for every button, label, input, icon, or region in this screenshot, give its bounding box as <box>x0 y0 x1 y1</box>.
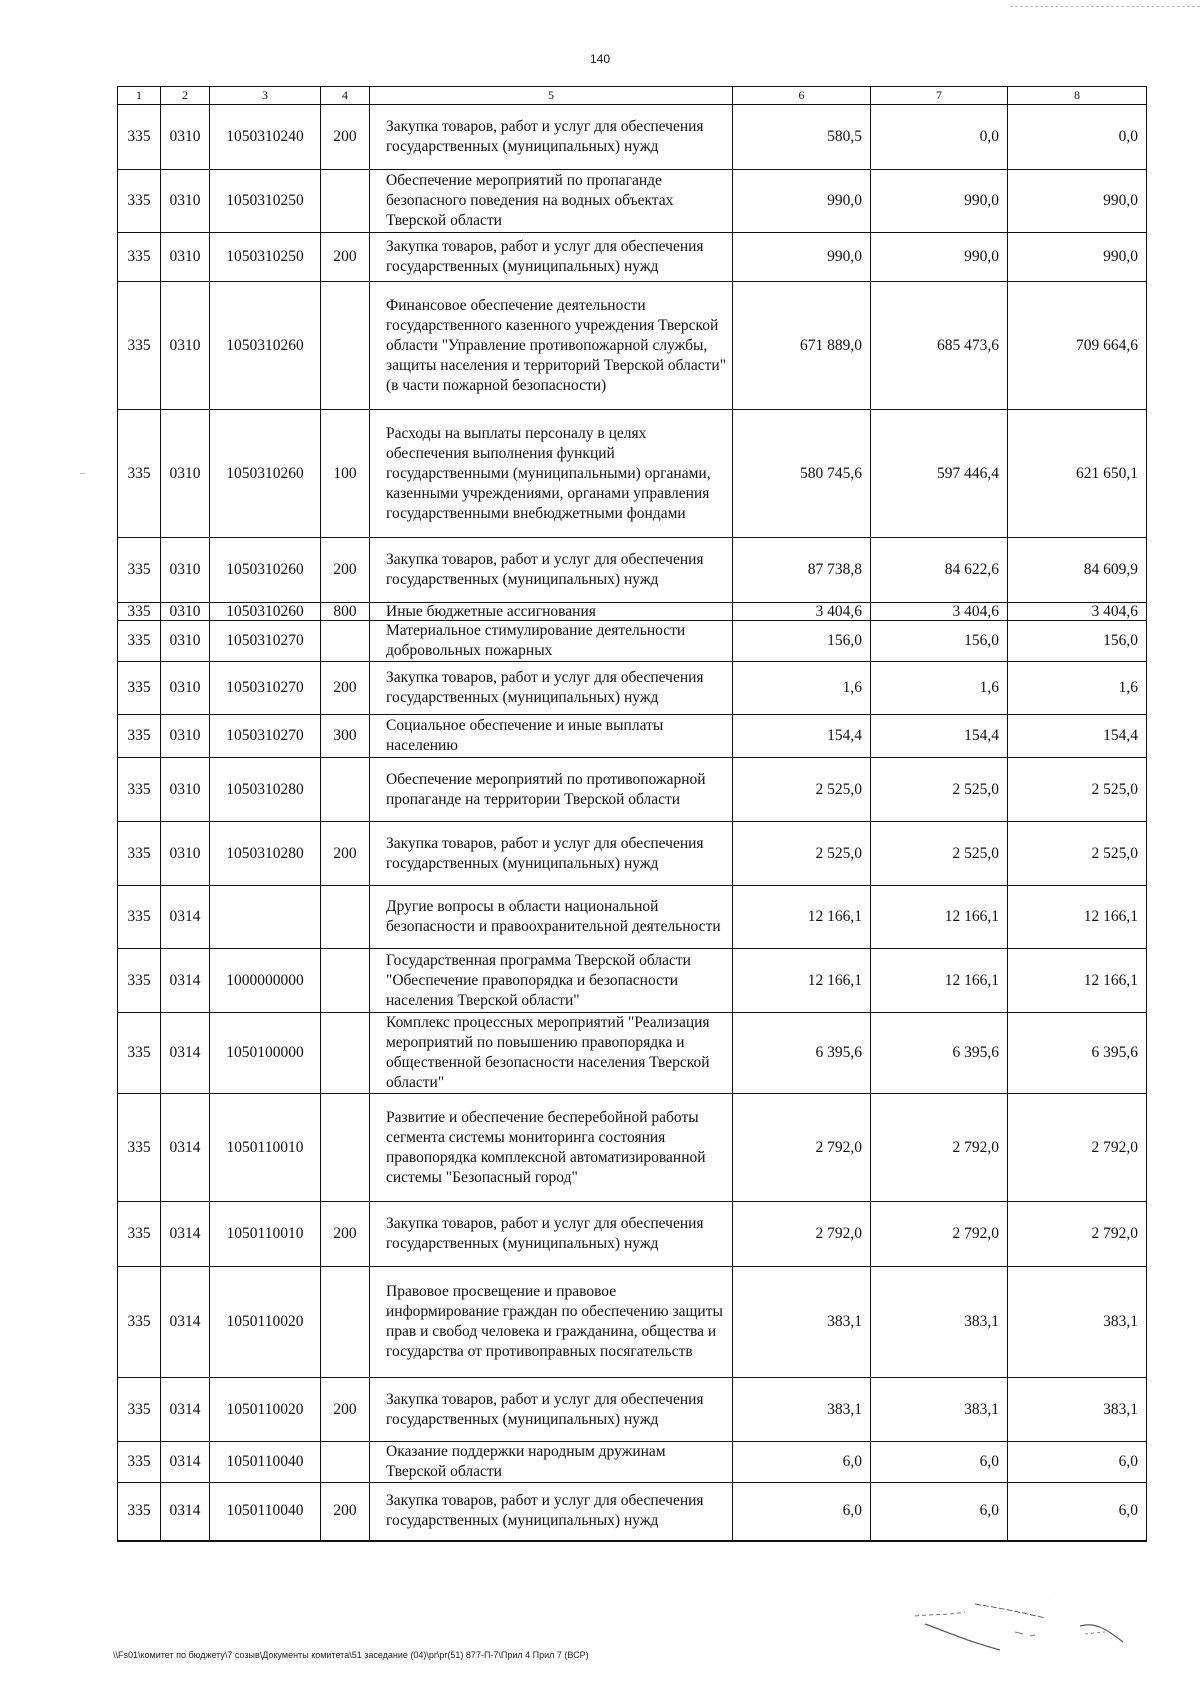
cell-expense-type <box>321 1442 370 1483</box>
cell-expense-type: 100 <box>321 410 370 538</box>
cell-ved: 335 <box>118 822 161 886</box>
cell-expense-type <box>321 1267 370 1378</box>
cell-target-article: 1050110010 <box>210 1202 321 1267</box>
scan-edge-mark <box>1010 6 1200 7</box>
cell-ved: 335 <box>118 538 161 603</box>
table-row <box>118 1094 1147 1202</box>
cell-amount-col7: 12 166,1 <box>871 886 1008 949</box>
cell-description: Закупка товаров, работ и услуг для обеспечения государственных (муниципальных) нужд <box>370 1483 733 1541</box>
cell-section: 0310 <box>161 621 210 662</box>
cell-section: 0310 <box>161 410 210 538</box>
cell-amount-col7: 2 792,0 <box>871 1202 1008 1267</box>
cell-expense-type: 800 <box>321 603 370 621</box>
cell-ved: 335 <box>118 233 161 282</box>
cell-amount-col6: 12 166,1 <box>733 886 871 949</box>
cell-target-article: 1050110040 <box>210 1483 321 1541</box>
page-number: 140 <box>589 52 611 66</box>
cell-target-article: 1050110010 <box>210 1094 321 1202</box>
cell-amount-col8: 0,0 <box>1008 105 1147 170</box>
cell-description: Материальное стимулирование деятельности добровольных пожарных <box>370 621 733 662</box>
cell-expense-type: 200 <box>321 1483 370 1541</box>
cell-expense-type <box>321 886 370 949</box>
cell-ved: 335 <box>118 621 161 662</box>
cell-description: Закупка товаров, работ и услуг для обеспечения государственных (муниципальных) нужд <box>370 662 733 715</box>
cell-amount-col8: 709 664,6 <box>1008 282 1147 410</box>
cell-target-article: 1050310270 <box>210 662 321 715</box>
cell-amount-col6: 6,0 <box>733 1483 871 1541</box>
cell-amount-col7: 3 404,6 <box>871 603 1008 621</box>
cell-amount-col6: 6,0 <box>733 1442 871 1483</box>
table-row <box>118 410 1147 538</box>
cell-amount-col8: 12 166,1 <box>1008 886 1147 949</box>
cell-description: Развитие и обеспечение бесперебойной работы сегмента системы мониторинга состояния правопорядка комплексной автоматизированной системы "Безопасный город" <box>370 1094 733 1202</box>
cell-amount-col7: 685 473,6 <box>871 282 1008 410</box>
cell-target-article: 1000000000 <box>210 949 321 1013</box>
cell-section: 0310 <box>161 662 210 715</box>
cell-section: 0310 <box>161 603 210 621</box>
cell-amount-col7: 597 446,4 <box>871 410 1008 538</box>
table-row <box>118 282 1147 410</box>
cell-amount-col8: 84 609,9 <box>1008 538 1147 603</box>
table-row <box>118 105 1147 170</box>
cell-section: 0314 <box>161 1442 210 1483</box>
cell-amount-col7: 2 525,0 <box>871 758 1008 822</box>
cell-amount-col8: 2 792,0 <box>1008 1094 1147 1202</box>
cell-section: 0314 <box>161 1013 210 1094</box>
cell-section: 0310 <box>161 538 210 603</box>
cell-amount-col7: 12 166,1 <box>871 949 1008 1013</box>
cell-description: Государственная программа Тверской области "Обеспечение правопорядка и безопасности населения Тверской области" <box>370 949 733 1013</box>
cell-ved: 335 <box>118 1267 161 1378</box>
cell-section: 0310 <box>161 170 210 233</box>
cell-amount-col7: 383,1 <box>871 1378 1008 1442</box>
cell-amount-col7: 383,1 <box>871 1267 1008 1378</box>
cell-description: Обеспечение мероприятий по противопожарной пропаганде на территории Тверской области <box>370 758 733 822</box>
cell-section: 0310 <box>161 282 210 410</box>
cell-target-article: 1050310250 <box>210 233 321 282</box>
cell-amount-col8: 383,1 <box>1008 1378 1147 1442</box>
cell-target-article: 1050110020 <box>210 1267 321 1378</box>
cell-amount-col7: 6,0 <box>871 1442 1008 1483</box>
cell-section: 0314 <box>161 1267 210 1378</box>
cell-description: Правовое просвещение и правовое информирование граждан по обеспечению защиты прав и свобод человека и гражданина, общества и государства от противоправных посягательств <box>370 1267 733 1378</box>
cell-target-article: 1050310260 <box>210 603 321 621</box>
cell-amount-col7: 154,4 <box>871 715 1008 758</box>
cell-ved: 335 <box>118 1483 161 1541</box>
cell-target-article: 1050110020 <box>210 1378 321 1442</box>
cell-amount-col8: 2 792,0 <box>1008 1202 1147 1267</box>
cell-amount-col7: 1,6 <box>871 662 1008 715</box>
cell-ved: 335 <box>118 1202 161 1267</box>
table-row <box>118 949 1147 1013</box>
cell-expense-type: 200 <box>321 538 370 603</box>
cell-amount-col7: 2 792,0 <box>871 1094 1008 1202</box>
cell-section: 0310 <box>161 105 210 170</box>
cell-amount-col8: 621 650,1 <box>1008 410 1147 538</box>
cell-amount-col8: 990,0 <box>1008 170 1147 233</box>
cell-description: Другие вопросы в области национальной безопасности и правоохранительной деятельности <box>370 886 733 949</box>
table-row <box>118 715 1147 758</box>
cell-target-article <box>210 886 321 949</box>
cell-ved: 335 <box>118 410 161 538</box>
cell-target-article: 1050310260 <box>210 410 321 538</box>
cell-description: Социальное обеспечение и иные выплаты населению <box>370 715 733 758</box>
table-row <box>118 822 1147 886</box>
file-path-footer: \\Fs01\комитет по бюджету\7 созыв\Документы комитета\51 заседание (04)\pr\pr(51) 877-П-7\Прил 4 Прил 7 (ВСР) <box>113 1650 589 1660</box>
cell-description: Расходы на выплаты персоналу в целях обеспечения выполнения функций государственными (муниципальными) органами, казенными учреждениями, органами управления государственными внебюджетными фондами <box>370 410 733 538</box>
cell-amount-col7: 156,0 <box>871 621 1008 662</box>
cell-amount-col6: 990,0 <box>733 170 871 233</box>
table-row <box>118 1442 1147 1483</box>
cell-ved: 335 <box>118 170 161 233</box>
cell-amount-col6: 2 792,0 <box>733 1202 871 1267</box>
cell-ved: 335 <box>118 1378 161 1442</box>
table-row <box>118 1202 1147 1267</box>
cell-amount-col6: 383,1 <box>733 1267 871 1378</box>
cell-section: 0314 <box>161 949 210 1013</box>
table-row <box>118 233 1147 282</box>
cell-amount-col8: 156,0 <box>1008 621 1147 662</box>
cell-ved: 335 <box>118 1094 161 1202</box>
cell-description: Закупка товаров, работ и услуг для обеспечения государственных (муниципальных) нужд <box>370 233 733 282</box>
cell-amount-col6: 2 525,0 <box>733 822 871 886</box>
cell-ved: 335 <box>118 886 161 949</box>
table-row <box>118 1267 1147 1378</box>
cell-amount-col6: 87 738,8 <box>733 538 871 603</box>
header-col-4: 4 <box>321 87 370 105</box>
cell-section: 0310 <box>161 233 210 282</box>
cell-amount-col8: 1,6 <box>1008 662 1147 715</box>
cell-ved: 335 <box>118 662 161 715</box>
cell-amount-col6: 12 166,1 <box>733 949 871 1013</box>
header-col-1: 1 <box>118 87 161 105</box>
cell-expense-type <box>321 621 370 662</box>
header-col-5: 5 <box>370 87 733 105</box>
cell-amount-col8: 12 166,1 <box>1008 949 1147 1013</box>
cell-ved: 335 <box>118 758 161 822</box>
cell-amount-col6: 2 792,0 <box>733 1094 871 1202</box>
cell-target-article: 1050310280 <box>210 758 321 822</box>
cell-ved: 335 <box>118 603 161 621</box>
table-row <box>118 886 1147 949</box>
table-row <box>118 662 1147 715</box>
cell-amount-col7: 6 395,6 <box>871 1013 1008 1094</box>
cell-target-article: 1050310240 <box>210 105 321 170</box>
cell-amount-col6: 156,0 <box>733 621 871 662</box>
cell-amount-col8: 2 525,0 <box>1008 758 1147 822</box>
cell-amount-col8: 383,1 <box>1008 1267 1147 1378</box>
cell-section: 0314 <box>161 1202 210 1267</box>
cell-amount-col6: 1,6 <box>733 662 871 715</box>
cell-ved: 335 <box>118 1013 161 1094</box>
header-col-6: 6 <box>733 87 871 105</box>
cell-expense-type <box>321 1013 370 1094</box>
cell-section: 0310 <box>161 822 210 886</box>
cell-description: Закупка товаров, работ и услуг для обеспечения государственных (муниципальных) нужд <box>370 822 733 886</box>
budget-table <box>117 86 1147 1542</box>
cell-target-article: 1050310260 <box>210 282 321 410</box>
cell-expense-type <box>321 282 370 410</box>
cell-expense-type: 200 <box>321 822 370 886</box>
cell-description: Иные бюджетные ассигнования <box>370 603 733 621</box>
cell-description: Оказание поддержки народным дружинам Тверской области <box>370 1442 733 1483</box>
cell-amount-col8: 6,0 <box>1008 1442 1147 1483</box>
cell-amount-col6: 580 745,6 <box>733 410 871 538</box>
header-col-7: 7 <box>871 87 1008 105</box>
cell-target-article: 1050310250 <box>210 170 321 233</box>
cell-section: 0310 <box>161 758 210 822</box>
cell-amount-col6: 580,5 <box>733 105 871 170</box>
cell-expense-type: 200 <box>321 233 370 282</box>
cell-ved: 335 <box>118 105 161 170</box>
cell-amount-col8: 6 395,6 <box>1008 1013 1147 1094</box>
scan-speck <box>80 473 85 474</box>
table-row <box>118 1013 1147 1094</box>
cell-ved: 335 <box>118 282 161 410</box>
cell-target-article: 1050310260 <box>210 538 321 603</box>
cell-expense-type: 300 <box>321 715 370 758</box>
cell-amount-col6: 2 525,0 <box>733 758 871 822</box>
table-row <box>118 621 1147 662</box>
cell-ved: 335 <box>118 949 161 1013</box>
cell-amount-col6: 3 404,6 <box>733 603 871 621</box>
handwritten-signature <box>905 1598 1145 1658</box>
cell-description: Закупка товаров, работ и услуг для обеспечения государственных (муниципальных) нужд <box>370 105 733 170</box>
cell-amount-col6: 990,0 <box>733 233 871 282</box>
cell-expense-type: 200 <box>321 105 370 170</box>
table-row <box>118 1378 1147 1442</box>
cell-description: Закупка товаров, работ и услуг для обеспечения государственных (муниципальных) нужд <box>370 538 733 603</box>
cell-ved: 335 <box>118 715 161 758</box>
table-row <box>118 1483 1147 1541</box>
cell-amount-col6: 154,4 <box>733 715 871 758</box>
cell-target-article: 1050100000 <box>210 1013 321 1094</box>
cell-amount-col7: 6,0 <box>871 1483 1008 1541</box>
header-col-2: 2 <box>161 87 210 105</box>
table-row <box>118 170 1147 233</box>
cell-description: Закупка товаров, работ и услуг для обеспечения государственных (муниципальных) нужд <box>370 1202 733 1267</box>
cell-description: Закупка товаров, работ и услуг для обеспечения государственных (муниципальных) нужд <box>370 1378 733 1442</box>
cell-section: 0314 <box>161 1483 210 1541</box>
header-col-8: 8 <box>1008 87 1147 105</box>
cell-expense-type: 200 <box>321 1202 370 1267</box>
cell-amount-col7: 990,0 <box>871 233 1008 282</box>
cell-amount-col8: 2 525,0 <box>1008 822 1147 886</box>
cell-expense-type <box>321 758 370 822</box>
cell-amount-col8: 990,0 <box>1008 233 1147 282</box>
cell-target-article: 1050310280 <box>210 822 321 886</box>
cell-amount-col7: 0,0 <box>871 105 1008 170</box>
table-row <box>118 603 1147 621</box>
table-row <box>118 758 1147 822</box>
cell-description: Финансовое обеспечение деятельности государственного казенного учреждения Тверской области "Управление противопожарной службы, защиты населения и территорий Тверской области" (в части пожарной безопасности) <box>370 282 733 410</box>
cell-amount-col8: 6,0 <box>1008 1483 1147 1541</box>
cell-description: Комплекс процессных мероприятий "Реализация мероприятий по повышению правопорядка и общественной безопасности населения Тверской области" <box>370 1013 733 1094</box>
cell-target-article: 1050110040 <box>210 1442 321 1483</box>
cell-description: Обеспечение мероприятий по пропаганде безопасного поведения на водных объектах Тверской области <box>370 170 733 233</box>
table-row <box>118 538 1147 603</box>
cell-amount-col7: 2 525,0 <box>871 822 1008 886</box>
cell-section: 0314 <box>161 1094 210 1202</box>
cell-target-article: 1050310270 <box>210 715 321 758</box>
cell-section: 0314 <box>161 886 210 949</box>
cell-section: 0314 <box>161 1378 210 1442</box>
cell-expense-type: 200 <box>321 662 370 715</box>
cell-expense-type <box>321 1094 370 1202</box>
cell-expense-type <box>321 170 370 233</box>
cell-section: 0310 <box>161 715 210 758</box>
cell-amount-col7: 990,0 <box>871 170 1008 233</box>
cell-amount-col7: 84 622,6 <box>871 538 1008 603</box>
cell-amount-col8: 3 404,6 <box>1008 603 1147 621</box>
cell-amount-col6: 671 889,0 <box>733 282 871 410</box>
header-col-3: 3 <box>210 87 321 105</box>
cell-amount-col6: 383,1 <box>733 1378 871 1442</box>
cell-amount-col8: 154,4 <box>1008 715 1147 758</box>
cell-amount-col6: 6 395,6 <box>733 1013 871 1094</box>
cell-expense-type <box>321 949 370 1013</box>
column-number-header <box>118 87 1147 105</box>
cell-target-article: 1050310270 <box>210 621 321 662</box>
cell-expense-type: 200 <box>321 1378 370 1442</box>
cell-ved: 335 <box>118 1442 161 1483</box>
